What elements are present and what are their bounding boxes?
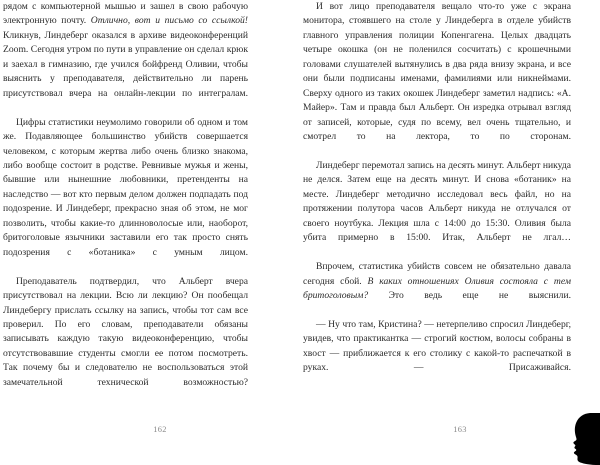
paragraph: [3, 275, 248, 405]
right-page-folio: 163: [453, 425, 467, 434]
paragraph: [303, 0, 571, 159]
right-page-text-column: [303, 0, 571, 390]
left-page-folio: 162: [153, 425, 167, 434]
inline-italic-text: Отлично, вот и письмо со ссылкой!: [90, 15, 248, 27]
paragraph: [303, 318, 571, 390]
right-page: [300, 0, 600, 461]
paragraph: [303, 260, 571, 318]
paragraph: [3, 116, 248, 275]
inline-text: Кликнув, Линдеберг оказался в архиве видеоконференций Zoom. Сегодня утром по пути в управление он сделал крюк и заехал в гимназию, где учился бойфренд Оливии, чтобы выяснить у преподавателя, действительно ли парень присутствовал вчера на онлайн-лекции по интегралам.: [3, 29, 248, 99]
inline-text: рядом с компьютерной мышью и зашел в свою рабочую электронную почту.: [3, 1, 248, 27]
inline-text: Цифры статистики неумолимо говорили об одном и том же. Подавляющее большинство убийств совершается человеком, с которым жертва либо очень близко знакома, либо вообще состоит в родстве. Ревнивые мужья и жены, бывшие или нынешние любовники, претенденты на наследство — вот кто первым делом должен подпадать под подозрение. И Линдеберг, прекрасно зная об этом, не мог позволить, чтобы какие-то длинноволосые или, наоборот, бритоголовые язычники заставили его так просто снять подозрения с «ботаника» с умным лицом.: [3, 116, 248, 258]
inline-text: Это ведь еще не выяснили.: [368, 290, 571, 302]
inline-text: И вот лицо преподавателя вещало что-то уже с экрана монитора, стоявшего на столе у Линдеберга в отделе убийств главного управления полиции Копенгагена. Целых двадцать четыре окошка (он не поленился сосчитать) с крошечными головами слушателей вытянулись в два ряда внизу экрана, и все они были подписаны именами, фамилиями или никнеймами. Сверху одного из таких окошек Линдеберг заметил надпись: «А. Майер». Там и правда был Альберт. Он изредка отрывал взгляд от записей, которые, судя по всему, вел очень тщательно, и смотрел то на лектора, то по сторонам.: [303, 1, 571, 143]
inline-text: Линдеберг перемотал запись на десять минут. Альберт никуда не делся. Затем еще на десять минут. И снова «ботаник» на месте. Линдеберг методично исследовал весь файл, но на протяжении полутора часов Альберт никуда не отлучался от своего ноутбука. Лекция шла с 14:00 до 15:30. Оливия была убита примерно в 15:00. Итак, Альберт не лгал…: [303, 159, 572, 244]
inline-text: Впрочем, статистика убийств совсем не обязательно давала сегодня сбой.: [303, 261, 571, 287]
paragraph: [303, 159, 571, 260]
inline-text: Преподаватель подтвердил, что Альберт вчера присутствовал на лекции. Всю ли лекцию? Он пообещал Линдебергу прислать ссылку на запись, чтобы тот сам все проверил. По его словам, преподаватели обязаны записывать каждую такую видеоконференцию, чтобы отсутствовавшие студенты смогли ее потом посмотреть. Так почему бы и следователю не воспользоваться этой замечательной технической возможностью?: [3, 275, 248, 388]
inline-text: — Ну что там, Кристина? — нетерпеливо спросил Линдеберг, увидев, что практикантка — строгий костюм, волосы собраны в хвост — приближается к его столику с какой-то распечаткой в руках. — Присаживайся.: [303, 318, 571, 374]
inline-italic-text: В каких отношениях Оливия состояла с тем бритоголовым?: [303, 275, 571, 302]
paragraph: [3, 0, 248, 116]
left-page: [0, 0, 300, 461]
left-page-text-column: [3, 0, 248, 405]
